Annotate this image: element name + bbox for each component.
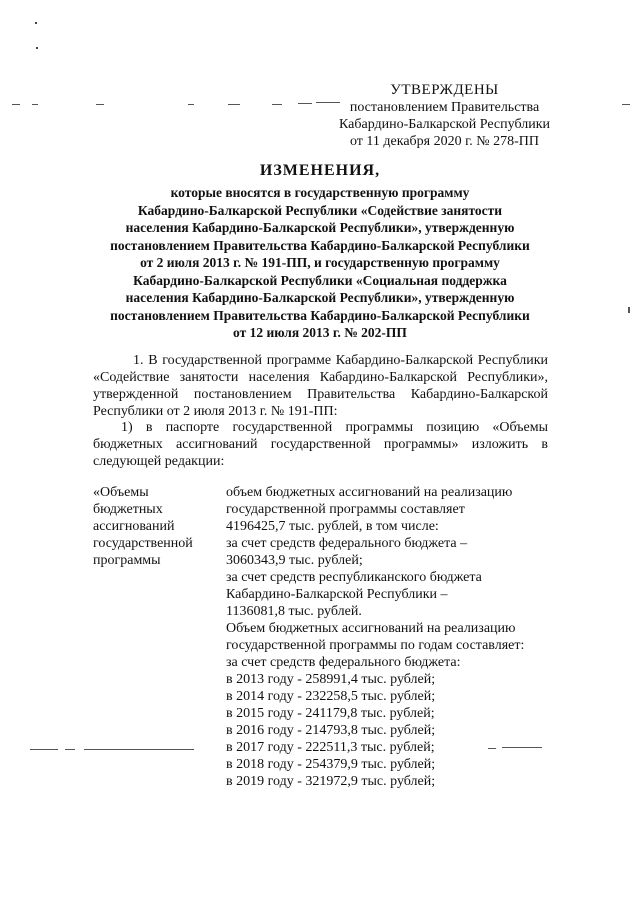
scan-dash bbox=[316, 102, 340, 103]
title-line: от 2 июля 2013 г. № 191-ПП, и государственную программу bbox=[140, 255, 500, 270]
scan-dash bbox=[298, 103, 312, 104]
scan-dash bbox=[96, 104, 104, 105]
passport-value-line: в 2016 году - 214793,8 тыс. рублей; bbox=[226, 723, 436, 738]
approval-block bbox=[339, 82, 550, 150]
passport-value-column bbox=[226, 484, 556, 790]
passport-label-line: ассигнований bbox=[93, 519, 175, 534]
passport-value-line: Кабардино-Балкарской Республики – bbox=[226, 587, 448, 602]
scan-dash bbox=[188, 104, 194, 105]
passport-value-line: государственной программы по годам составляет: bbox=[226, 638, 525, 653]
paragraph-2: 1) в паспорте государственной программы позицию «Объемы бюджетных ассигнований государственной программы» изложить в следующей редакции: bbox=[93, 420, 548, 469]
scan-dash bbox=[12, 104, 20, 105]
title-main: ИЗМЕНЕНИЯ, bbox=[259, 162, 381, 179]
scan-dash bbox=[30, 749, 58, 750]
passport-label-line: «Объемы bbox=[93, 485, 149, 500]
scan-speck bbox=[36, 47, 38, 49]
passport-value-line: 1136081,8 тыс. рублей. bbox=[226, 604, 362, 619]
passport-value-line: в 2017 году - 222511,3 тыс. рублей; bbox=[226, 740, 435, 755]
passport-label-line: бюджетных bbox=[93, 502, 163, 517]
title-line: населения Кабардино-Балкарской Республики», утвержденную bbox=[125, 220, 515, 235]
approval-line: от 11 декабря 2020 г. № 278-ПП bbox=[349, 134, 540, 149]
approval-line: постановлением Правительства bbox=[349, 100, 540, 115]
scan-dash bbox=[32, 104, 38, 105]
passport-value-line: за счет средств федерального бюджета – bbox=[226, 536, 468, 551]
passport-label-line: программы bbox=[93, 553, 161, 568]
scan-dash bbox=[65, 749, 75, 750]
title-line: населения Кабардино-Балкарской Республики», утвержденную bbox=[125, 290, 515, 305]
title-line: постановлением Правительства Кабардино-Балкарской Республики bbox=[110, 307, 530, 323]
passport-value-line: в 2015 году - 241179,8 тыс. рублей; bbox=[226, 706, 435, 721]
paragraph-1: 1. В государственной программе Кабардино-Балкарской Республики «Содействие занятости населения Кабардино-Балкарской Республики», утвержденной постановлением Правительства Кабардино-Балкарской Республики от 2 июля 2013 г. № 191-ПП: bbox=[93, 353, 548, 419]
scan-dash bbox=[622, 104, 630, 105]
passport-value-line: в 2019 году - 321972,9 тыс. рублей; bbox=[226, 774, 436, 789]
passport-value-line: 4196425,7 тыс. рублей, в том числе: bbox=[226, 519, 439, 534]
passport-value-line: 3060343,9 тыс. рублей; bbox=[226, 553, 363, 568]
scan-dash bbox=[628, 307, 630, 313]
title-line: которые вносятся в государственную программу bbox=[170, 185, 470, 200]
passport-value-line: за счет средств республиканского бюджета bbox=[226, 570, 482, 585]
passport-label-column bbox=[93, 484, 213, 569]
scan-dash bbox=[84, 749, 194, 750]
passport-value-line: Объем бюджетных ассигнований на реализацию bbox=[226, 621, 516, 636]
passport-value-line: государственной программы составляет bbox=[226, 502, 465, 517]
passport-value-line: объем бюджетных ассигнований на реализацию bbox=[226, 485, 513, 500]
title-line: от 12 июля 2013 г. № 202-ПП bbox=[233, 325, 407, 340]
scan-speck bbox=[35, 22, 37, 24]
scan-dash bbox=[272, 104, 282, 105]
scan-dash bbox=[228, 104, 240, 105]
title-subtitle bbox=[80, 184, 560, 342]
passport-value-line: за счет средств федерального бюджета: bbox=[226, 655, 461, 670]
title-line: постановлением Правительства Кабардино-Балкарской Республики bbox=[110, 237, 530, 253]
passport-label-line: государственной bbox=[93, 536, 193, 551]
document-title bbox=[80, 162, 560, 342]
passport-value-line: в 2013 году - 258991,4 тыс. рублей; bbox=[226, 672, 436, 687]
passport-value-line: в 2018 году - 254379,9 тыс. рублей; bbox=[226, 757, 436, 772]
approval-line: Кабардино-Балкарской Республики bbox=[339, 117, 550, 132]
passport-value-line: в 2014 году - 232258,5 тыс. рублей; bbox=[226, 689, 436, 704]
title-line: Кабардино-Балкарской Республики «Социальная поддержка bbox=[133, 272, 507, 288]
title-line: Кабардино-Балкарской Республики «Содействие занятости bbox=[137, 202, 503, 218]
approval-heading: УТВЕРЖДЕНЫ bbox=[390, 82, 499, 98]
